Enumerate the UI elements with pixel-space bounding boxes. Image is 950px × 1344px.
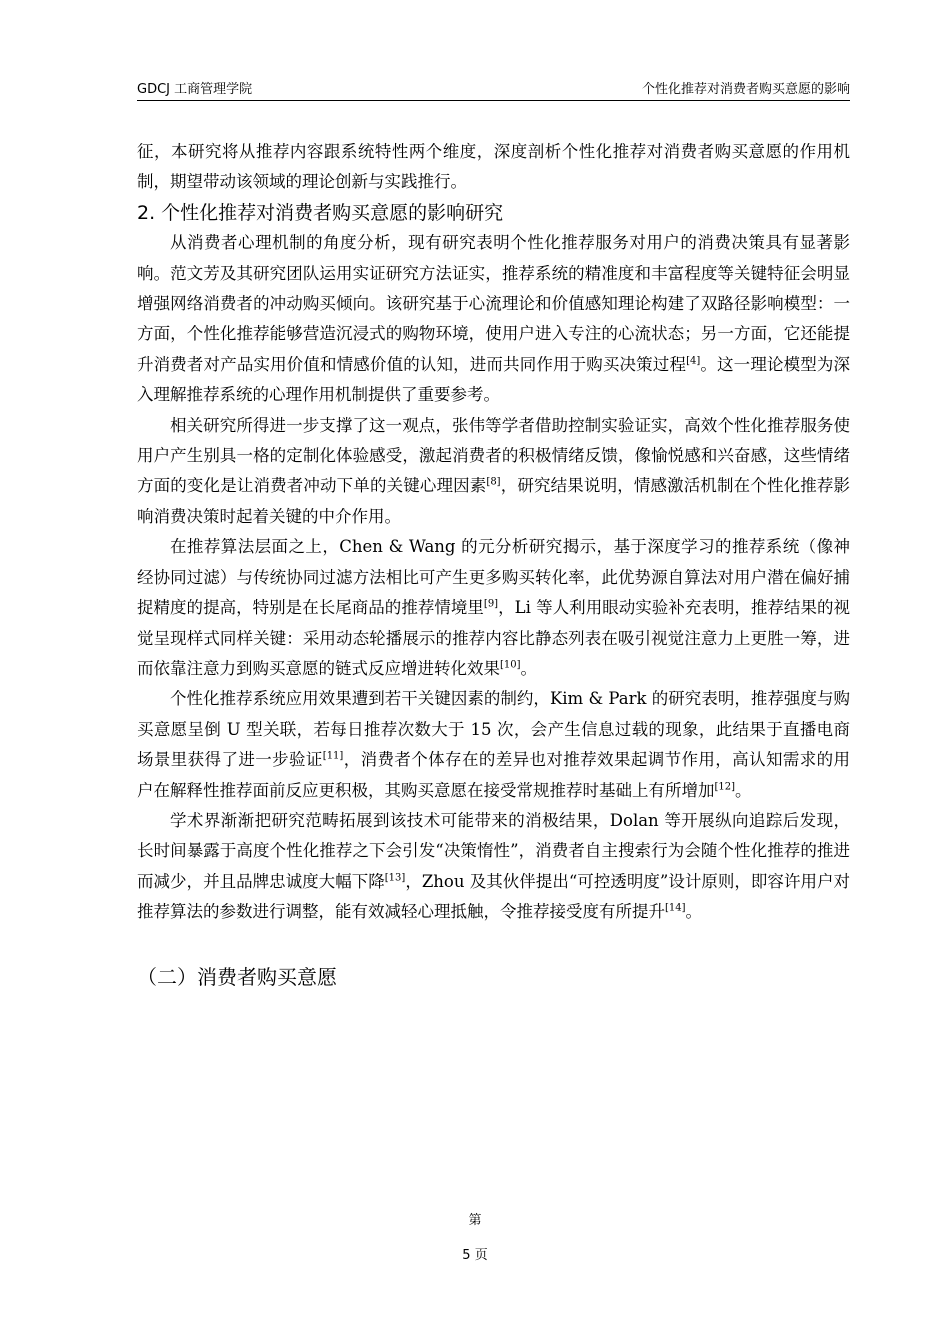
footer-page-label: 第 xyxy=(468,1213,482,1228)
citation-12: [12] xyxy=(714,781,736,793)
paragraph-5-text-a: 学术界渐渐把研究范畴拓展到该技术可能带来的消极结果，Dolan 等开展纵向追踪后发现，长时间暴露于高度个性化推荐之下会引发“决策惰性”，消费者自主搜索行为会随个性化推荐的推进而减少，并且品牌忠诚度大幅下降 xyxy=(137,810,850,891)
header-institution: GDCJ 工商管理学院 xyxy=(137,82,253,97)
document-body xyxy=(137,137,850,992)
heading-2: 2. 个性化推荐对消费者购买意愿的影响研究 xyxy=(137,201,504,224)
paragraph-4-text-a: 个性化推荐系统应用效果遭到若干关键因素的制约，Kim & Park 的研究表明，推荐强度与购买意愿呈倒 U 型关联，若每日推荐次数大于 15 次，会产生信息过载的现象，此结果于直播电商场景里获得了进一步验证 xyxy=(137,689,850,770)
section-heading: （二）消费者购买意愿 xyxy=(137,964,337,989)
paragraph-4 xyxy=(137,684,850,806)
citation-4: [4] xyxy=(686,355,701,367)
paragraph-3-text-b: ，Li 等人利用眼动实验补充表明，推荐结果的视觉呈现样式同样关键：采用动态轮播展示的推荐内容比静态列表在吸引视觉注意力上更胜一筹，进而依靠注意力到购买意愿的链式反应增进转化效果 xyxy=(137,598,850,678)
paragraph-2-text-b: ，研究结果说明，情感激活机制在个性化推荐影响消费决策时起着关键的中介作用。 xyxy=(137,476,851,526)
paragraph-intro: 征，本研究将从推荐内容跟系统特性两个维度，深度剖析个性化推荐对消费者购买意愿的作用机制，期望带动该领域的理论创新与实践推行。 xyxy=(137,142,850,192)
citation-14: [14] xyxy=(665,902,686,914)
page-header xyxy=(137,78,850,101)
paragraph-1 xyxy=(137,228,850,410)
footer-page-number: 5 页 xyxy=(462,1248,488,1263)
paragraph-4-text-b: ，消费者个体存在的差异也对推荐效果起调节作用，高认知需求的用户在解释性推荐面前反应更积极，其购买意愿在接受常规推荐时基础上有所增加 xyxy=(137,750,851,800)
citation-9: [9] xyxy=(483,598,499,610)
citation-8: [8] xyxy=(486,476,501,488)
paragraph-1-text-a: 从消费者心理机制的角度分析，现有研究表明个性化推荐服务对用户的消费决策具有显著影响。范文芳及其研究团队运用实证研究方法证实，推荐系统的精准度和丰富程度等关键特征会明显增强网络消费者的冲动购买倾向。该研究基于心流理论和价值感知理论构建了双路径影响模型：一方面，个性化推荐能够营造沉浸式的购物环境，使用户进入专注的心流状态；另一方面，它还能提升消费者对产品实用价值和情感价值的认知，进而共同作用于购买决策过程 xyxy=(137,233,850,374)
citation-13: [13] xyxy=(384,872,406,884)
paragraph-5-text-c: 。 xyxy=(685,902,703,922)
header-title: 个性化推荐对消费者购买意愿的影响 xyxy=(641,82,850,97)
paragraph-3 xyxy=(137,532,850,684)
paragraph-5-text-b: ，Zhou 及其伙伴提出“可控透明度”设计原则，即容许用户对推荐算法的参数进行调整，能有效减轻心理抵触，令推荐接受度有所提升 xyxy=(137,871,851,922)
paragraph-2-text-a: 相关研究所得进一步支撑了这一观点，张伟等学者借助控制实验证实，高效个性化推荐服务使用户产生别具一格的定制化体验感受，激起消费者的积极情绪反馈，像愉悦感和兴奋感，这些情绪方面的变化是让消费者冲动下单的关键心理因素 xyxy=(137,415,850,496)
citation-11: [11] xyxy=(322,750,344,762)
paragraph-1-text-b: 。这一理论模型为深入理解推荐系统的心理作用机制提供了重要参考。 xyxy=(137,354,851,405)
paragraph-3-text-c: 。 xyxy=(520,658,538,678)
paragraph-3-text-a: 在推荐算法层面之上，Chen & Wang 的元分析研究揭示，基于深度学习的推荐系统（像神经协同过滤）与传统协同过滤方法相比可产生更多购买转化率，此优势源自算法对用户潜在偏好捕捉精度的提高，特别是在长尾商品的推荐情境里 xyxy=(137,537,850,618)
citation-10: [10] xyxy=(500,659,521,671)
paragraph-4-text-c: 。 xyxy=(735,780,752,800)
paragraph-5 xyxy=(137,806,850,928)
paragraph-2 xyxy=(137,411,850,533)
